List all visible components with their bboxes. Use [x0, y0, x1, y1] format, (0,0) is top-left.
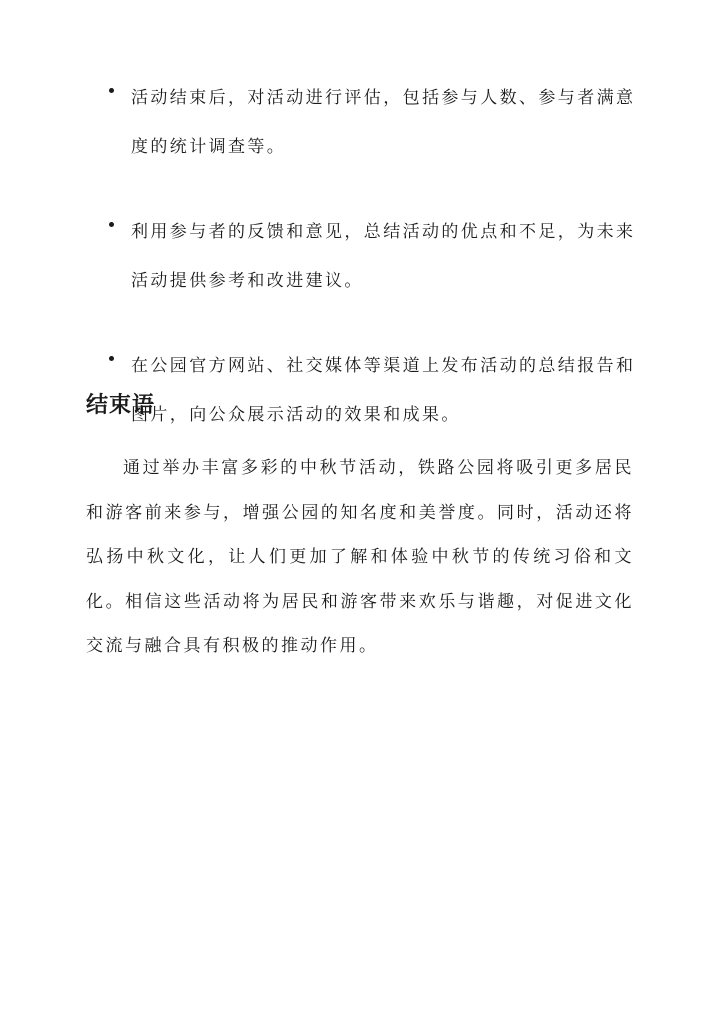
bullet-icon: [109, 356, 114, 361]
list-item: [100, 342, 640, 440]
list-item-text: 利用参与者的反馈和意见，总结活动的优点和不足，为未来活动提供参考和改进建议。: [131, 222, 636, 291]
section-heading-conclusion: 结束语: [86, 392, 156, 418]
list-item-text: 活动结束后，对活动进行评估，包括参与人数、参与者满意度的统计调查等。: [131, 88, 636, 157]
list-item: [100, 208, 640, 306]
list-item-text: 在公园官方网站、社交媒体等渠道上发布活动的总结报告和图片，向公众展示活动的效果和成果。: [131, 356, 636, 425]
bullet-icon: [109, 88, 114, 93]
bullet-icon: [109, 222, 114, 227]
list-item: [100, 74, 640, 172]
conclusion-paragraph: 通过举办丰富多彩的中秋节活动，铁路公园将吸引更多居民和游客前来参与，增强公园的知名度和美誉度。同时，活动还将弘扬中秋文化，让人们更加了解和体验中秋节的传统习俗和文化。相信这些活动将为居民和游客带来欢乐与谐趣，对促进文化交流与融合具有积极的推动作用。: [86, 458, 634, 656]
summary-bullet-list: [100, 82, 640, 484]
